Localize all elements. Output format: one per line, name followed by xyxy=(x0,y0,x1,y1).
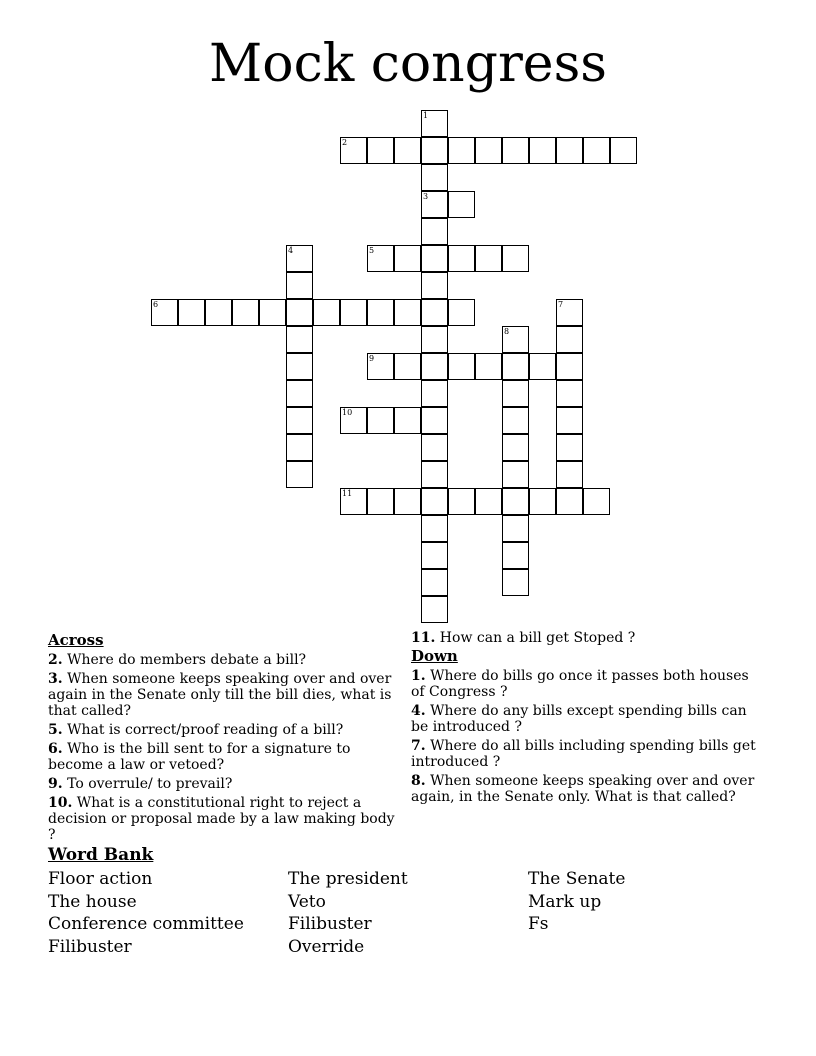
crossword-cell[interactable] xyxy=(610,137,637,164)
clue-item-text: Where do all bills including spending bills get introduced ? xyxy=(411,738,756,770)
crossword-cell[interactable] xyxy=(421,488,448,515)
crossword-cell[interactable] xyxy=(448,299,475,326)
word-bank-entry: Mark up xyxy=(528,891,602,912)
clue-item xyxy=(411,703,763,735)
clue-item xyxy=(48,722,400,738)
crossword-cell[interactable] xyxy=(394,137,421,164)
crossword-cell[interactable] xyxy=(286,434,313,461)
clue-item-number: 4. xyxy=(411,703,426,719)
crossword-cell[interactable] xyxy=(556,137,583,164)
clue-number: 7 xyxy=(558,300,564,309)
crossword-cell[interactable] xyxy=(286,326,313,353)
crossword-cell[interactable] xyxy=(475,353,502,380)
page-title: Mock congress xyxy=(209,34,607,94)
crossword-cell[interactable] xyxy=(421,299,448,326)
crossword-cell[interactable] xyxy=(421,245,448,272)
clue-number: 1 xyxy=(423,111,429,120)
crossword-cell[interactable] xyxy=(421,191,448,218)
down-clue-list xyxy=(411,668,763,805)
crossword-cell[interactable] xyxy=(394,407,421,434)
word-bank-entry: The president xyxy=(288,869,408,889)
crossword-cell[interactable] xyxy=(421,515,448,542)
across-clue-list-continued xyxy=(411,630,763,646)
crossword-cell[interactable] xyxy=(421,110,448,137)
crossword-cell[interactable] xyxy=(421,218,448,245)
crossword-cell[interactable] xyxy=(394,488,421,515)
word-bank-entry: Filibuster xyxy=(48,937,132,958)
clue-item xyxy=(411,668,763,700)
clue-number: 10 xyxy=(342,408,353,417)
clue-item-text: How can a bill get Stoped ? xyxy=(435,630,636,646)
clue-item xyxy=(411,630,763,646)
clue-number: 2 xyxy=(342,138,348,147)
crossword-cell[interactable] xyxy=(286,299,313,326)
clue-item xyxy=(411,738,763,770)
crossword-cell[interactable] xyxy=(367,353,394,380)
across-clues xyxy=(48,630,400,843)
crossword-cell[interactable] xyxy=(178,299,205,326)
clue-item-text: When someone keeps speaking over and over again, in the Senate only. What is that called? xyxy=(411,773,755,805)
crossword-cell[interactable] xyxy=(502,245,529,272)
down-heading: Down xyxy=(411,647,458,665)
crossword-cell[interactable] xyxy=(421,380,448,407)
crossword-cell[interactable] xyxy=(367,299,394,326)
crossword-cell[interactable] xyxy=(475,488,502,515)
word-bank-column-3 xyxy=(528,868,758,936)
clue-item-number: 6. xyxy=(48,741,63,757)
clue-item xyxy=(48,671,400,719)
crossword-cell[interactable] xyxy=(502,569,529,596)
crossword-cell[interactable] xyxy=(259,299,286,326)
crossword-cell[interactable] xyxy=(313,299,340,326)
crossword-cell[interactable] xyxy=(367,407,394,434)
crossword-cell[interactable] xyxy=(421,569,448,596)
crossword-cell[interactable] xyxy=(205,299,232,326)
clue-item-text: What is a constitutional right to reject a decision or proposal made by a law making body ? xyxy=(48,795,395,843)
clue-item-text: Where do bills go once it passes both houses of Congress ? xyxy=(411,668,749,700)
clue-item-text: What is correct/proof reading of a bill? xyxy=(62,722,344,738)
crossword-cell[interactable] xyxy=(421,407,448,434)
crossword-cell[interactable] xyxy=(502,353,529,380)
crossword-cell[interactable] xyxy=(286,461,313,488)
clue-number: 6 xyxy=(153,300,159,309)
crossword-cell[interactable] xyxy=(340,299,367,326)
crossword-cell[interactable] xyxy=(340,137,367,164)
crossword-cell[interactable] xyxy=(232,299,259,326)
crossword-cell[interactable] xyxy=(421,326,448,353)
clue-item-number: 2. xyxy=(48,652,63,668)
clue-item-number: 5. xyxy=(48,722,63,738)
clue-number: 5 xyxy=(369,246,375,255)
clue-item-number: 3. xyxy=(48,671,63,687)
crossword-cell[interactable] xyxy=(475,245,502,272)
crossword-cell[interactable] xyxy=(529,137,556,164)
clue-item-number: 11. xyxy=(411,630,436,646)
crossword-cell[interactable] xyxy=(556,434,583,461)
clue-item xyxy=(48,795,400,843)
clue-number: 9 xyxy=(369,354,375,363)
clue-item xyxy=(48,741,400,773)
clue-item xyxy=(411,773,763,805)
word-bank-entry: Floor action xyxy=(48,869,153,889)
crossword-cell[interactable] xyxy=(421,596,448,623)
crossword-cell[interactable] xyxy=(556,407,583,434)
word-bank-entry: Override xyxy=(288,937,365,958)
crossword-cell[interactable] xyxy=(583,137,610,164)
crossword-cell[interactable] xyxy=(367,137,394,164)
clue-item xyxy=(48,776,400,792)
crossword-cell[interactable] xyxy=(502,137,529,164)
crossword-cell[interactable] xyxy=(286,245,313,272)
crossword-cell[interactable] xyxy=(286,380,313,407)
crossword-cell[interactable] xyxy=(394,299,421,326)
clue-item-number: 9. xyxy=(48,776,63,792)
crossword-cell[interactable] xyxy=(421,137,448,164)
crossword-cell[interactable] xyxy=(556,299,583,326)
crossword-cell[interactable] xyxy=(583,488,610,515)
crossword-cell[interactable] xyxy=(421,542,448,569)
crossword-cell[interactable] xyxy=(502,434,529,461)
crossword-cell[interactable] xyxy=(421,164,448,191)
crossword-cell[interactable] xyxy=(448,191,475,218)
crossword-cell[interactable] xyxy=(556,326,583,353)
crossword-cell[interactable] xyxy=(448,245,475,272)
crossword-cell[interactable] xyxy=(502,515,529,542)
crossword-cell[interactable] xyxy=(151,299,178,326)
crossword-cell[interactable] xyxy=(448,488,475,515)
clue-item-text: Where do members debate a bill? xyxy=(62,652,307,668)
crossword-cell[interactable] xyxy=(421,272,448,299)
crossword-cell[interactable] xyxy=(394,353,421,380)
crossword-cell[interactable] xyxy=(448,137,475,164)
crossword-cell[interactable] xyxy=(502,380,529,407)
crossword-cell[interactable] xyxy=(556,380,583,407)
clue-item-number: 7. xyxy=(411,738,426,754)
crossword-cell[interactable] xyxy=(394,245,421,272)
crossword-cell[interactable] xyxy=(421,353,448,380)
crossword-cell[interactable] xyxy=(340,488,367,515)
clue-item-text: To overrule/ to prevail? xyxy=(62,776,233,792)
clue-item-number: 8. xyxy=(411,773,426,789)
crossword-cell[interactable] xyxy=(529,353,556,380)
word-bank-entry: Fs xyxy=(528,914,549,935)
clue-item-number: 1. xyxy=(411,668,426,684)
clue-item-text: When someone keeps speaking over and over again in the Senate only till the bill dies, what is that called? xyxy=(48,671,392,719)
crossword-cell[interactable] xyxy=(286,353,313,380)
word-bank-entry: Filibuster xyxy=(288,914,372,935)
crossword-cell[interactable] xyxy=(421,434,448,461)
clue-number: 3 xyxy=(423,192,429,201)
word-bank-entry: Veto xyxy=(288,891,326,912)
crossword-cell[interactable] xyxy=(502,542,529,569)
crossword-cell[interactable] xyxy=(502,326,529,353)
clue-number: 8 xyxy=(504,327,510,336)
crossword-cell[interactable] xyxy=(529,488,556,515)
crossword-cell[interactable] xyxy=(340,407,367,434)
crossword-cell[interactable] xyxy=(367,488,394,515)
word-bank-title: Word Bank xyxy=(48,845,154,865)
across-heading: Across xyxy=(48,631,104,649)
crossword-cell[interactable] xyxy=(286,272,313,299)
clue-item-text: Where do any bills except spending bills can be introduced ? xyxy=(411,703,747,735)
crossword-cell[interactable] xyxy=(502,488,529,515)
crossword-cell[interactable] xyxy=(475,137,502,164)
crossword-cell[interactable] xyxy=(556,353,583,380)
crossword-cell[interactable] xyxy=(367,245,394,272)
word-bank-entry: The house xyxy=(48,891,137,912)
crossword-cell[interactable] xyxy=(502,407,529,434)
down-clues-column xyxy=(411,630,763,805)
clue-number: 4 xyxy=(288,246,294,255)
clue-number: 11 xyxy=(342,489,353,498)
word-bank-entry: The Senate xyxy=(528,869,626,889)
word-bank-column-1 xyxy=(48,868,278,959)
word-bank-column-2 xyxy=(288,868,518,959)
crossword-cell[interactable] xyxy=(556,488,583,515)
crossword-cell[interactable] xyxy=(502,461,529,488)
crossword-cell[interactable] xyxy=(421,461,448,488)
crossword-cell[interactable] xyxy=(556,461,583,488)
clue-item-text: Who is the bill sent to for a signature to become a law or vetoed? xyxy=(48,741,351,773)
clue-item xyxy=(48,652,400,668)
clue-item-number: 10. xyxy=(48,795,73,811)
across-clue-list xyxy=(48,652,400,843)
crossword-cell[interactable] xyxy=(286,407,313,434)
crossword-cell[interactable] xyxy=(448,353,475,380)
word-bank-entry: Conference committee xyxy=(48,914,244,935)
